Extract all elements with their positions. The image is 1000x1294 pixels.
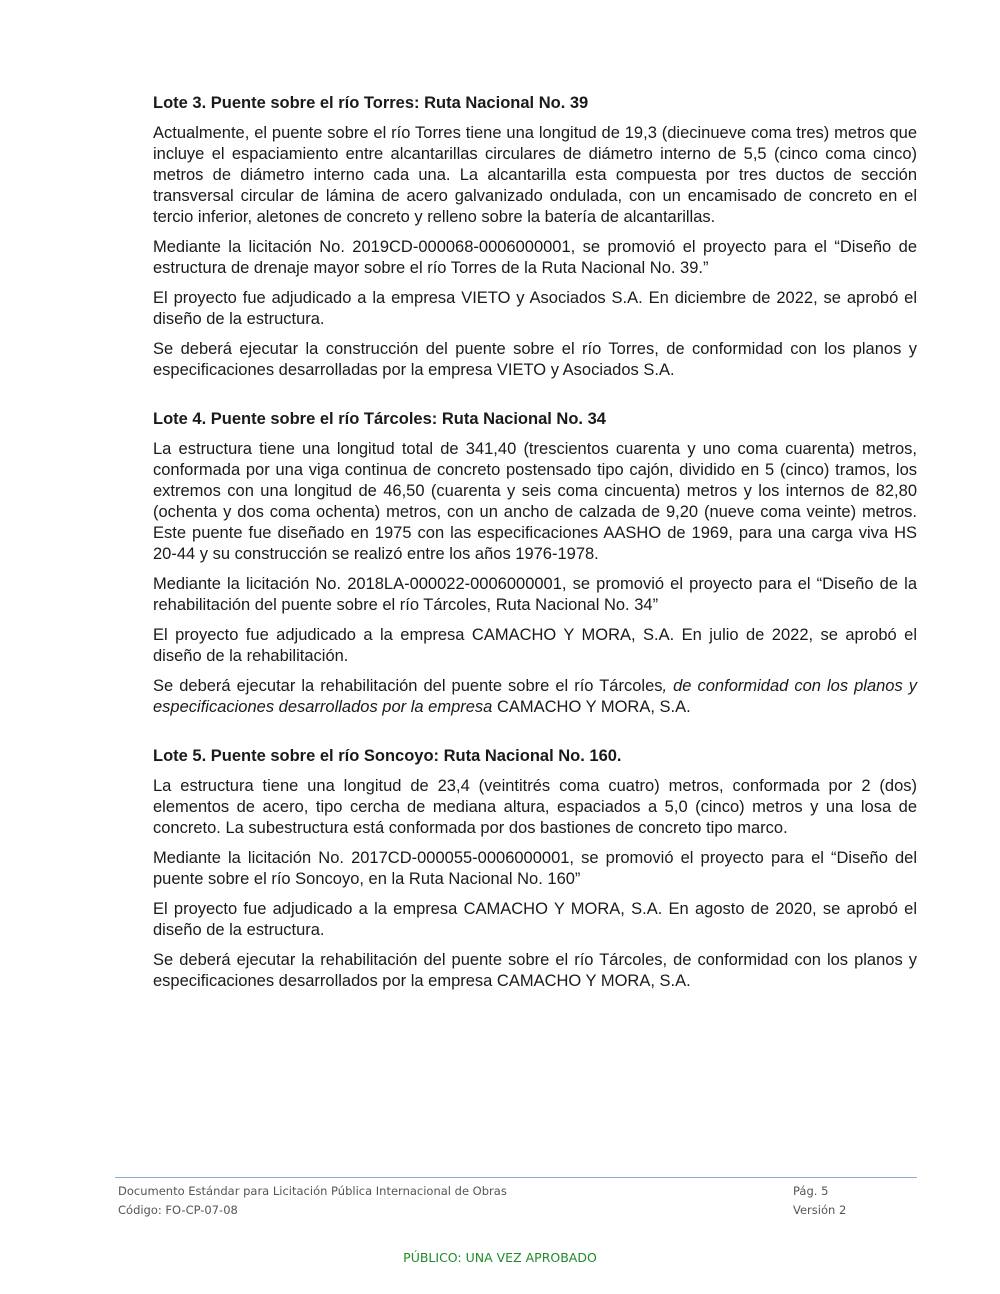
footer-doc-title: Documento Estándar para Licitación Pública Internacional de Obras xyxy=(118,1184,507,1198)
page-footer xyxy=(115,1177,917,1220)
footer-doc-code: Código: FO-CP-07-08 xyxy=(118,1203,238,1217)
section-lote-3 xyxy=(153,92,917,381)
paragraph: Mediante la licitación No. 2017CD-000055-0006000001, se promovió el proyecto para el “Diseño del puente sobre el río Soncoyo, en la Ruta Nacional No. 160” xyxy=(153,849,917,888)
footer-page-number: Pág. 5 xyxy=(793,1184,829,1198)
footer-version: Versión 2 xyxy=(793,1203,847,1217)
paragraph: La estructura tiene una longitud total de 341,40 (trescientos cuarenta y uno coma cuarenta) metros, conformada por una viga continua de concreto postensado tipo cajón, dividido en 5 (cinco) tramos, los extremos con una longitud de 46,50 (cuarenta y seis coma cincuenta) metros y los internos de 82,80 (ochenta y dos coma ochenta) metros, con un ancho de calzada de 9,20 (nueve coma veinte) metros. Este puente fue diseñado en 1975 con las especificaciones AASHO de 1969, para una carga viva HS 20-44 y su construcción se realizó entre los años 1976-1978. xyxy=(153,440,917,563)
paragraph-mixed xyxy=(153,676,917,718)
paragraph: La estructura tiene una longitud de 23,4 (veintitrés coma cuatro) metros, conformada por 2 (dos) elementos de acero, tipo cercha de mediana altura, espaciados a 5,0 (cinco) metros y una losa de concreto. La subestructura está conformada por dos bastiones de concreto tipo marco. xyxy=(153,777,917,837)
paragraph: Mediante la licitación No. 2018LA-000022-0006000001, se promovió el proyecto para el “Diseño de la rehabilitación del puente sobre el río Tárcoles, Ruta Nacional No. 34” xyxy=(153,575,917,614)
footer-row xyxy=(115,1201,917,1220)
classification-label: PÚBLICO: UNA VEZ APROBADO xyxy=(403,1250,597,1265)
paragraph: Actualmente, el puente sobre el río Torres tiene una longitud de 19,3 (diecinueve coma tres) metros que incluye el espaciamiento entre alcantarillas circulares de diámetro interno de 5,5 (cinco coma cinco) metros de diámetro interno cada una. La alcantarilla esta compuesta por tres ductos de sección transversal circular de lámina de acero galvanizado ondulada, con un encamisado de concreto en el tercio inferior, aletones de concreto y relleno sobre la batería de alcantarillas. xyxy=(153,124,917,226)
section-lote-5 xyxy=(153,745,917,992)
paragraph-text: CAMACHO Y MORA, S.A. xyxy=(492,698,691,716)
section-heading: Lote 4. Puente sobre el río Tárcoles: Ruta Nacional No. 34 xyxy=(153,410,606,428)
paragraph: El proyecto fue adjudicado a la empresa VIETO y Asociados S.A. En diciembre de 2022, se aprobó el diseño de la estructura. xyxy=(153,289,917,328)
paragraph: Se deberá ejecutar la construcción del puente sobre el río Torres, de conformidad con los planos y especificaciones desarrolladas por la empresa VIETO y Asociados S.A. xyxy=(153,340,917,379)
paragraph-text: Se deberá ejecutar la rehabilitación del puente sobre el río Tárcoles xyxy=(153,677,663,695)
paragraph-italic-text: , de conformidad con los planos y especificaciones desarrollados por la empresa xyxy=(153,677,918,716)
section-heading: Lote 3. Puente sobre el río Torres: Ruta Nacional No. 39 xyxy=(153,94,589,112)
footer-row xyxy=(115,1182,917,1201)
paragraph: Se deberá ejecutar la rehabilitación del puente sobre el río Tárcoles, de conformidad con los planos y especificaciones desarrollados por la empresa CAMACHO Y MORA, S.A. xyxy=(153,951,917,990)
document-body xyxy=(153,92,917,1001)
paragraph: Mediante la licitación No. 2019CD-000068-0006000001, se promovió el proyecto para el “Diseño de estructura de drenaje mayor sobre el río Torres de la Ruta Nacional No. 39.” xyxy=(153,238,917,277)
section-heading: Lote 5. Puente sobre el río Soncoyo: Ruta Nacional No. 160. xyxy=(153,747,622,765)
section-lote-4 xyxy=(153,408,917,718)
paragraph: El proyecto fue adjudicado a la empresa CAMACHO Y MORA, S.A. En agosto de 2020, se aprobó el diseño de la estructura. xyxy=(153,900,917,939)
paragraph: El proyecto fue adjudicado a la empresa CAMACHO Y MORA, S.A. En julio de 2022, se aprobó el diseño de la rehabilitación. xyxy=(153,626,917,665)
